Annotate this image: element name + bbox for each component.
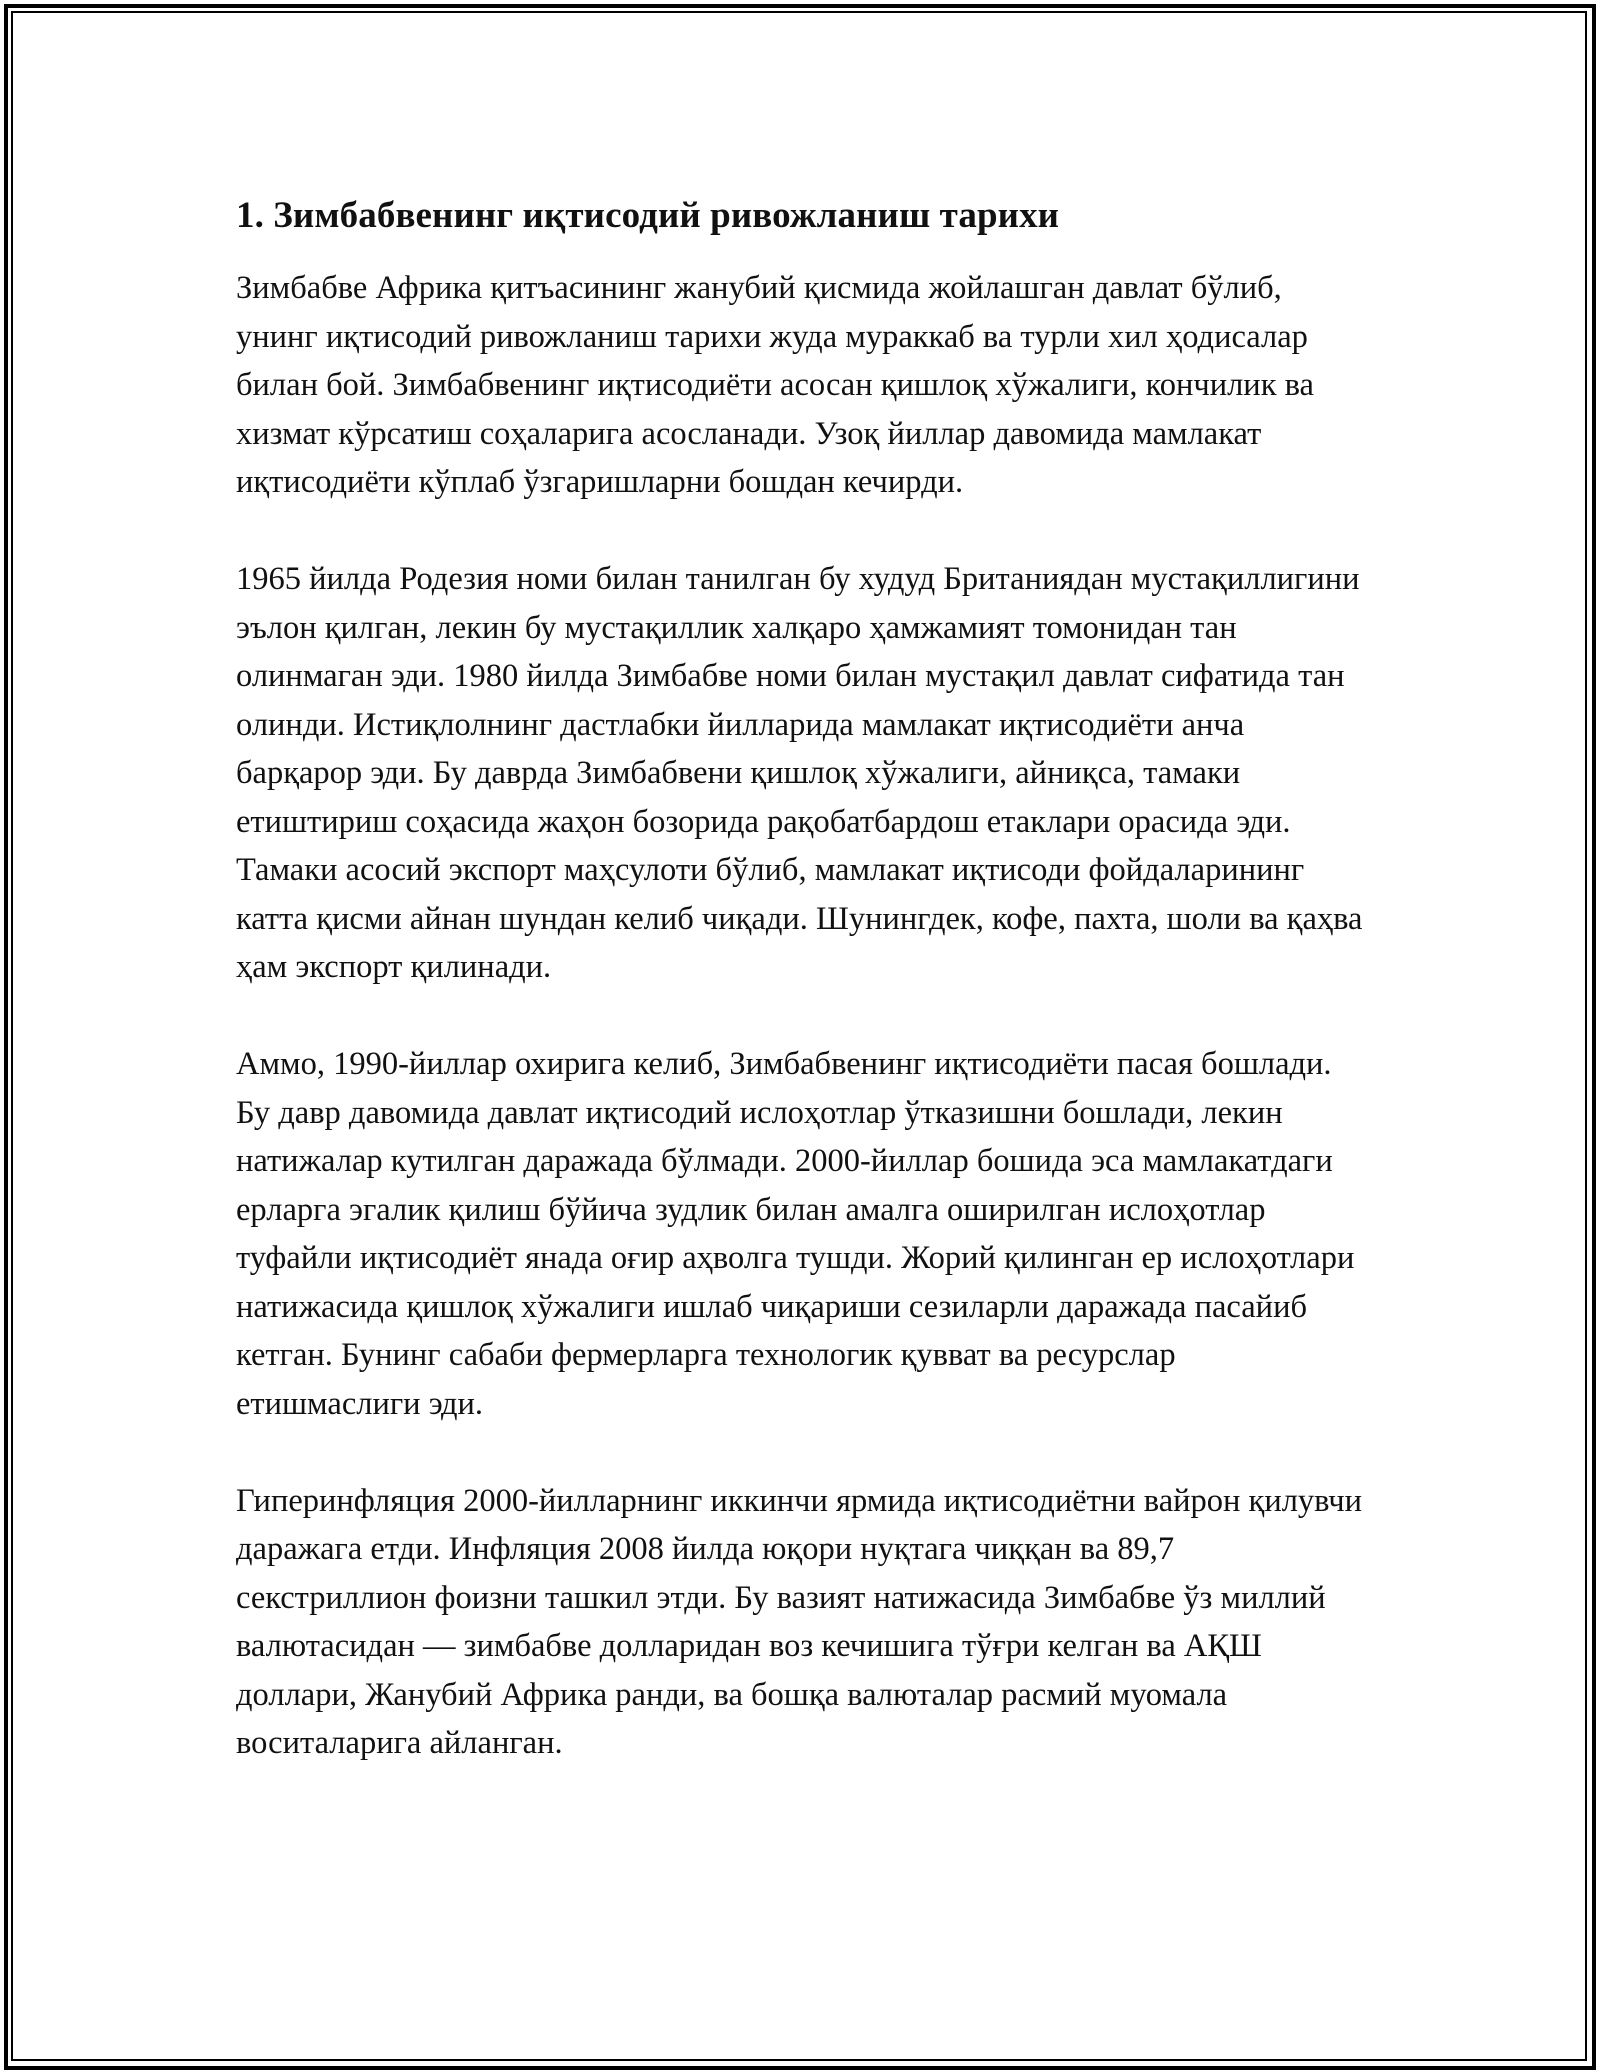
paragraph-3: Аммо, 1990-йиллар охирига келиб, Зимбабвенинг иқтисодиёти пасая бошлади. Бу давр давомида давлат иқтисодий ислоҳотлар ўтказишни бошлади, лекин натижалар кутилган даражада бўлмади. 2000-йиллар бошида эса мамлакатдаги ерларга эгалик қилиш бўйича зудлик билан амалга оширилган ислоҳотлар туфайли иқтисодиёт янада оғир аҳволга тушди. Жорий қилинган ер ислоҳотлари натижасида қишлоқ хўжалиги ишлаб чиқариши сезиларли даражада пасайиб кетган. Бунинг сабаби фермерларга технологик қувват ва ресурслар етишмаслиги эди. bbox=[236, 1046, 1355, 1422]
paragraph-1: Зимбабве Африка қитъасининг жанубий қисмида жойлашган давлат бўлиб, унинг иқтисодий ривожланиш тарихи жуда мураккаб ва турли хил ҳодисалар билан бой. Зимбабвенинг иқтисодиёти асосан қишлоқ хўжалиги, кончилик ва хизмат кўрсатиш соҳаларига асосланади. Узоқ йиллар давомида мамлакат иқтисодиёти кўплаб ўзгаришларни бошдан кечирди. bbox=[236, 270, 1314, 500]
document-body bbox=[236, 188, 1366, 1816]
paragraph-4: Гиперинфляция 2000-йилларнинг иккинчи ярмида иқтисодиётни вайрон қилувчи даражага етди. Инфляция 2008 йилда юқори нуқтага чиққан ва 89,7 секстриллион фоизни ташкил этди. Бу вазият натижасида Зимбабве ўз миллий валютасидан — зимбабве долларидан воз кечишига тўғри келган ва АҚШ доллари, Жанубий Африка ранди, ва бошқа валюталар расмий муомала воситаларига айланган. bbox=[236, 1482, 1363, 1761]
section-heading: 1. Зимбабвенинг иқтисодий ривожланиш тарихи bbox=[236, 195, 1060, 236]
paragraph-2: 1965 йилда Родезия номи билан танилган бу худуд Британиядан мустақиллигини эълон қилган, лекин бу мустақиллик халқаро ҳамжамият томонидан тан олинмаган эди. 1980 йилда Зимбабве номи билан мустақил давлат сифатида тан олинди. Истиқлолнинг дастлабки йилларида мамлакат иқтисодиёти анча барқарор эди. Бу даврда Зимбабвени қишлоқ хўжалиги, айниқса, тамаки етиштириш соҳасида жаҳон бозорида рақобатбардош етаклари орасида эди. Тамаки асосий экспорт маҳсулоти бўлиб, мамлакат иқтисоди фойдаларининг катта қисми айнан шундан келиб чиқади. Шунингдек, кофе, пахта, шоли ва қаҳва ҳам экспорт қилинади. bbox=[236, 561, 1363, 985]
